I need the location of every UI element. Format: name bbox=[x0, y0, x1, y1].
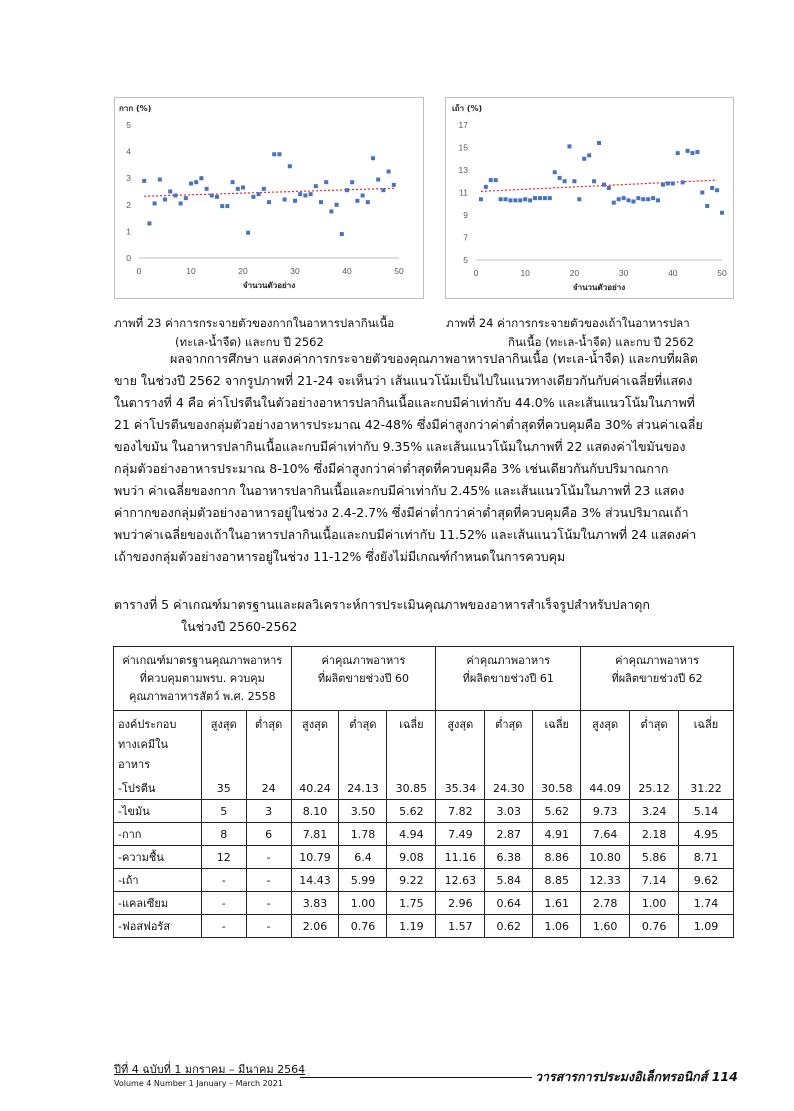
body-line-7: พบว่า ค่าเฉลี่ยของกาก ในอาหารปลากินเนื้อและกบมีค่าเท่ากับ 2.45% และเส้นแนวโน้มในภาพที่ 23 แสดง bbox=[114, 483, 685, 498]
table-5 bbox=[113, 646, 734, 938]
table-row bbox=[114, 915, 734, 938]
header-62-min: ต่ำสุด bbox=[630, 711, 679, 778]
header-year-62: ค่าคุณภาพอาหาร ที่ผลิตขายช่วงปี 62 bbox=[581, 647, 734, 711]
y-tick-label: 17 bbox=[458, 120, 468, 130]
data-point bbox=[225, 204, 229, 208]
table-cell: - bbox=[201, 869, 246, 892]
data-point bbox=[558, 176, 562, 180]
row-label: -ไขมัน bbox=[114, 800, 202, 823]
table-cell: 30.85 bbox=[387, 777, 436, 800]
data-point bbox=[567, 144, 571, 148]
x-tick-label: 0 bbox=[136, 266, 142, 276]
table-cell: - bbox=[246, 892, 291, 915]
row-label: -แคลเซียม bbox=[114, 892, 202, 915]
data-point bbox=[641, 197, 645, 201]
y-tick-label: 2 bbox=[126, 199, 131, 210]
data-point bbox=[376, 178, 380, 182]
data-point bbox=[676, 151, 680, 155]
table-cell: 35.34 bbox=[436, 777, 485, 800]
data-point bbox=[533, 196, 537, 200]
table-cell: 2.96 bbox=[436, 892, 485, 915]
chart-23-y-title: กาก (%) bbox=[119, 104, 152, 113]
data-point bbox=[607, 186, 611, 190]
data-point bbox=[199, 176, 203, 180]
data-point bbox=[666, 182, 670, 186]
data-point bbox=[543, 196, 547, 200]
table-body bbox=[114, 777, 734, 938]
table-cell: 6.4 bbox=[339, 846, 387, 869]
body-line-2: ขาย ในช่วงปี 2562 จากรูปภาพที่ 21-24 จะเห็นว่า เส้นแนวโน้มเป็นไปในแนวทางเดียวกันกับค่าเฉลี่ยที่แสดง bbox=[114, 373, 693, 388]
data-point bbox=[298, 192, 302, 196]
table-cell: 1.78 bbox=[339, 823, 387, 846]
table-cell: 11.16 bbox=[436, 846, 485, 869]
table-cell: 5.14 bbox=[679, 800, 734, 823]
table-cell: - bbox=[246, 869, 291, 892]
data-point bbox=[272, 152, 276, 156]
figure-24-caption-line1: ภาพที่ 24 ค่าการกระจายตัวของเถ้าในอาหารปลา bbox=[446, 316, 690, 330]
table-cell: - bbox=[201, 915, 246, 938]
figure-23-caption-line2: (ทะเล-น้ำจืด) และกบ ปี 2562 bbox=[175, 335, 324, 349]
x-tick-label: 40 bbox=[668, 268, 678, 278]
header-component: องค์ประกอบ ทางเคมีใน อาหาร bbox=[114, 711, 202, 778]
data-point bbox=[267, 200, 271, 204]
row-label: -ความชื้น bbox=[114, 846, 202, 869]
table-cell: 5.62 bbox=[533, 800, 581, 823]
data-point bbox=[686, 149, 690, 153]
chart-23-plot bbox=[115, 98, 423, 298]
data-point bbox=[283, 197, 287, 201]
x-axis-title: จำนวนตัวอย่าง bbox=[572, 283, 626, 292]
data-point bbox=[631, 200, 635, 204]
data-point bbox=[309, 192, 313, 196]
table-cell: 7.81 bbox=[291, 823, 339, 846]
data-point bbox=[484, 185, 488, 189]
data-point bbox=[163, 197, 167, 201]
data-point bbox=[695, 150, 699, 154]
data-point bbox=[231, 180, 235, 184]
data-point bbox=[528, 198, 532, 202]
table-cell: 0.62 bbox=[485, 915, 533, 938]
x-tick-label: 10 bbox=[520, 268, 530, 278]
table-cell: 9.73 bbox=[581, 800, 630, 823]
row-label: -กาก bbox=[114, 823, 202, 846]
data-point bbox=[587, 153, 591, 157]
x-tick-label: 10 bbox=[186, 266, 196, 276]
data-point bbox=[548, 196, 552, 200]
trend-line bbox=[144, 188, 394, 196]
chart-figure-23 bbox=[114, 97, 424, 299]
data-point bbox=[277, 152, 281, 156]
data-point bbox=[194, 180, 198, 184]
table-cell: 14.43 bbox=[291, 869, 339, 892]
table-cell: 8.85 bbox=[533, 869, 581, 892]
header-std-min: ต่ำสุด bbox=[246, 711, 291, 778]
data-point bbox=[153, 201, 157, 205]
body-line-4: 21 ค่าโปรตีนของกลุ่มตัวอย่างอาหารประมาณ 42-48% ซึ่งมีค่าสูงกว่าค่าต่ำสุดที่ควบคุมคือ 30% ส่วนค่าเฉลี่ย bbox=[114, 417, 703, 432]
table-cell: 12 bbox=[201, 846, 246, 869]
data-point bbox=[494, 178, 498, 182]
y-tick-label: 3 bbox=[126, 173, 131, 184]
y-tick-label: 1 bbox=[126, 226, 131, 237]
header-std-max: สูงสุด bbox=[201, 711, 246, 778]
header-61-avg: เฉลี่ย bbox=[533, 711, 581, 778]
row-label: -ฟอสฟอรัส bbox=[114, 915, 202, 938]
table-cell: 0.76 bbox=[339, 915, 387, 938]
table-cell: - bbox=[246, 915, 291, 938]
chart-24-plot bbox=[446, 98, 733, 298]
table-cell: 2.06 bbox=[291, 915, 339, 938]
data-point bbox=[371, 156, 375, 160]
data-point bbox=[147, 221, 151, 225]
header-62-avg: เฉลี่ย bbox=[679, 711, 734, 778]
data-point bbox=[499, 197, 503, 201]
data-point bbox=[513, 198, 517, 202]
y-tick-label: 0 bbox=[126, 253, 131, 263]
figure-23-caption bbox=[114, 314, 394, 352]
header-61-min: ต่ำสุด bbox=[485, 711, 533, 778]
table-cell: 1.00 bbox=[339, 892, 387, 915]
table-5-title-line2: ในช่วงปี 2560-2562 bbox=[181, 619, 298, 634]
data-point bbox=[690, 151, 694, 155]
data-point bbox=[538, 196, 542, 200]
table-cell: 10.79 bbox=[291, 846, 339, 869]
table-cell: 5 bbox=[201, 800, 246, 823]
table-row bbox=[114, 777, 734, 800]
footer-issue-english: Volume 4 Number 1 January – March 2021 bbox=[114, 1079, 283, 1088]
row-label: -โปรตีน bbox=[114, 777, 202, 800]
table-cell: 9.08 bbox=[387, 846, 436, 869]
data-point bbox=[715, 188, 719, 192]
data-point bbox=[705, 204, 709, 208]
table-cell: 3.24 bbox=[630, 800, 679, 823]
header-60-min: ต่ำสุด bbox=[339, 711, 387, 778]
data-point bbox=[612, 201, 616, 205]
table-cell: 12.33 bbox=[581, 869, 630, 892]
x-tick-label: 0 bbox=[473, 268, 479, 278]
table-cell: 5.62 bbox=[387, 800, 436, 823]
table-cell: 2.18 bbox=[630, 823, 679, 846]
body-line-9: พบว่าค่าเฉลี่ยของเถ้าในอาหารปลากินเนื้อและกบมีค่าเท่ากับ 11.52% และเส้นแนวโน้มในภาพที่ 24 แสดงค่า bbox=[114, 527, 697, 542]
data-point bbox=[350, 180, 354, 184]
table-header-row bbox=[114, 647, 734, 711]
data-point bbox=[355, 199, 359, 203]
data-point bbox=[563, 179, 567, 183]
data-point bbox=[656, 198, 660, 202]
table-row bbox=[114, 846, 734, 869]
data-point bbox=[251, 195, 255, 199]
data-point bbox=[577, 197, 581, 201]
table-cell: 4.94 bbox=[387, 823, 436, 846]
data-point bbox=[179, 201, 183, 205]
data-point bbox=[572, 179, 576, 183]
header-standard: ค่าเกณฑ์มาตรฐานคุณภาพอาหาร ที่ควบคุมตามพรบ. ควบคุม คุณภาพอาหารสัตว์ พ.ศ. 2558 bbox=[114, 647, 292, 711]
data-point bbox=[361, 193, 365, 197]
y-tick-label: 7 bbox=[463, 232, 468, 243]
table-cell: 0.64 bbox=[485, 892, 533, 915]
header-60-max: สูงสุด bbox=[291, 711, 339, 778]
data-point bbox=[340, 232, 344, 236]
data-point bbox=[387, 170, 391, 174]
table-row bbox=[114, 892, 734, 915]
table-cell: 3.50 bbox=[339, 800, 387, 823]
data-point bbox=[366, 200, 370, 204]
data-point bbox=[710, 186, 714, 190]
data-point bbox=[324, 180, 328, 184]
table-cell: 8.86 bbox=[533, 846, 581, 869]
table-cell: 4.91 bbox=[533, 823, 581, 846]
data-point bbox=[700, 191, 704, 195]
data-point bbox=[345, 188, 349, 192]
table-5-title-line1: ตารางที่ 5 ค่าเกณฑ์มาตรฐานและผลวิเคราะห์การประเมินคุณภาพของอาหารสำเร็จรูปสำหรับปลาดุก bbox=[114, 597, 650, 612]
table-cell: 4.95 bbox=[679, 823, 734, 846]
data-point bbox=[168, 190, 172, 194]
table-cell: 35 bbox=[201, 777, 246, 800]
x-axis-title: จำนวนตัวอย่าง bbox=[242, 281, 296, 290]
table-cell: 6.38 bbox=[485, 846, 533, 869]
header-60-avg: เฉลี่ย bbox=[387, 711, 436, 778]
table-cell: 7.49 bbox=[436, 823, 485, 846]
data-point bbox=[293, 199, 297, 203]
data-point bbox=[518, 198, 522, 202]
table-cell: 2.78 bbox=[581, 892, 630, 915]
table-cell: 24 bbox=[246, 777, 291, 800]
data-point bbox=[210, 193, 214, 197]
body-line-8: ค่ากากของกลุ่มตัวอย่างอาหารอยู่ในช่วง 2.4-2.7% ซึ่งมีค่าต่ำกว่าค่าต่ำสุดที่ควบคุมคือ 3% ส่วนปริมาณเถ้า bbox=[114, 505, 689, 520]
y-tick-label: 5 bbox=[463, 255, 468, 265]
table-cell: 8 bbox=[201, 823, 246, 846]
chart-figure-24 bbox=[445, 97, 734, 299]
table-cell: 1.60 bbox=[581, 915, 630, 938]
footer-issue-thai: ปีที่ 4 ฉบับที่ 1 มกราคม – มีนาคม 2564 bbox=[114, 1063, 306, 1076]
data-point bbox=[504, 197, 508, 201]
body-line-5: ของไขมัน ในอาหารปลากินเนื้อและกบมีค่าเท่ากับ 9.35% และเส้นแนวโน้มในภาพที่ 22 แสดงค่าไขมันของ bbox=[114, 439, 686, 454]
y-tick-label: 9 bbox=[463, 210, 468, 220]
x-tick-label: 20 bbox=[569, 268, 580, 278]
body-line-1: ผลจากการศึกษา แสดงค่าการกระจายตัวของคุณภาพอาหารปลากินเนื้อ (ทะเล-น้ำจืด) และกบที่ผลิต bbox=[170, 351, 698, 366]
x-tick-label: 50 bbox=[394, 266, 404, 276]
table-cell: 2.87 bbox=[485, 823, 533, 846]
table-cell: 3.03 bbox=[485, 800, 533, 823]
table-cell: 5.99 bbox=[339, 869, 387, 892]
table-cell: 24.13 bbox=[339, 777, 387, 800]
y-tick-label: 11 bbox=[459, 187, 468, 198]
table-row bbox=[114, 869, 734, 892]
table-cell: 10.80 bbox=[581, 846, 630, 869]
x-tick-label: 30 bbox=[618, 268, 629, 278]
y-tick-label: 15 bbox=[458, 142, 468, 153]
table-5-title bbox=[114, 594, 650, 638]
header-year-60: ค่าคุณภาพอาหาร ที่ผลิตขายช่วงปี 60 bbox=[291, 647, 436, 711]
table-cell: 1.09 bbox=[679, 915, 734, 938]
footer-issue bbox=[114, 1063, 305, 1091]
data-point bbox=[720, 211, 724, 215]
data-point bbox=[671, 182, 675, 186]
data-point bbox=[314, 184, 318, 188]
data-point bbox=[479, 197, 483, 201]
data-point bbox=[184, 196, 188, 200]
table-cell: 25.12 bbox=[630, 777, 679, 800]
data-point bbox=[189, 182, 193, 186]
data-point bbox=[205, 187, 209, 191]
table-cell: 1.75 bbox=[387, 892, 436, 915]
table-cell: 1.06 bbox=[533, 915, 581, 938]
table-row bbox=[114, 800, 734, 823]
data-point bbox=[681, 180, 685, 184]
data-point bbox=[220, 204, 224, 208]
data-point bbox=[142, 179, 146, 183]
y-tick-label: 5 bbox=[126, 120, 131, 130]
data-point bbox=[592, 179, 596, 183]
data-point bbox=[602, 183, 606, 187]
table-cell: 3 bbox=[246, 800, 291, 823]
table-cell: 6 bbox=[246, 823, 291, 846]
table-cell: 1.00 bbox=[630, 892, 679, 915]
data-point bbox=[622, 196, 626, 200]
footer-journal bbox=[535, 1067, 738, 1087]
table-cell: 5.86 bbox=[630, 846, 679, 869]
data-point bbox=[553, 170, 557, 174]
data-point bbox=[319, 200, 323, 204]
chart-24-y-title: เถ้า (%) bbox=[452, 104, 483, 113]
table-cell: 8.10 bbox=[291, 800, 339, 823]
data-point bbox=[381, 188, 385, 192]
table-cell: 0.76 bbox=[630, 915, 679, 938]
data-point bbox=[646, 197, 650, 201]
data-point bbox=[246, 231, 250, 235]
data-point bbox=[329, 209, 333, 213]
x-tick-label: 50 bbox=[717, 268, 727, 278]
table-cell: 3.83 bbox=[291, 892, 339, 915]
table-cell: 7.14 bbox=[630, 869, 679, 892]
footer-journal-name: วารสารการประมงอิเล็กทรอนิกส์ bbox=[535, 1069, 708, 1084]
data-point bbox=[392, 183, 396, 187]
table-cell: 7.82 bbox=[436, 800, 485, 823]
data-point bbox=[236, 187, 240, 191]
data-point bbox=[489, 178, 493, 182]
data-point bbox=[627, 198, 631, 202]
data-point bbox=[582, 157, 586, 161]
data-point bbox=[262, 187, 266, 191]
table-cell: - bbox=[246, 846, 291, 869]
figure-24-caption bbox=[446, 314, 736, 352]
x-tick-label: 20 bbox=[238, 266, 248, 276]
table-cell: 8.71 bbox=[679, 846, 734, 869]
table-cell: 9.62 bbox=[679, 869, 734, 892]
body-line-6: กลุ่มตัวอย่างอาหารประมาณ 8-10% ซึ่งมีค่าสูงกว่าค่าต่ำสุดที่ควบคุมคือ 3% เช่นเดียวกันกับปริมาณกาก bbox=[114, 461, 669, 476]
table-cell: - bbox=[201, 892, 246, 915]
footer-page-number: 114 bbox=[711, 1069, 738, 1084]
data-point bbox=[158, 178, 162, 182]
data-point bbox=[617, 197, 621, 201]
x-tick-label: 30 bbox=[290, 266, 300, 276]
data-point bbox=[241, 186, 245, 190]
figure-23-caption-line1: ภาพที่ 23 ค่าการกระจายตัวของกากในอาหารปลากินเนื้อ bbox=[114, 316, 395, 330]
y-tick-label: 4 bbox=[126, 146, 131, 157]
header-year-61: ค่าคุณภาพอาหาร ที่ผลิตขายช่วงปี 61 bbox=[436, 647, 581, 711]
data-point bbox=[215, 195, 219, 199]
data-point bbox=[651, 196, 655, 200]
figure-24-caption-line2: กินเนื้อ (ทะเล-น้ำจืด) และกบ ปี 2562 bbox=[508, 335, 694, 349]
data-point bbox=[636, 196, 640, 200]
body-line-10: เถ้าของกลุ่มตัวอย่างอาหารอยู่ในช่วง 11-12% ซึ่งยังไม่มีเกณฑ์กำหนดในการควบคุม bbox=[114, 549, 566, 564]
data-point bbox=[173, 193, 177, 197]
table-cell: 1.61 bbox=[533, 892, 581, 915]
table-cell: 44.09 bbox=[581, 777, 630, 800]
table-cell: 1.74 bbox=[679, 892, 734, 915]
table-cell: 5.84 bbox=[485, 869, 533, 892]
table-cell: 31.22 bbox=[679, 777, 734, 800]
table-cell: 40.24 bbox=[291, 777, 339, 800]
table-row bbox=[114, 823, 734, 846]
data-point bbox=[288, 164, 292, 168]
data-point bbox=[523, 197, 527, 201]
table-cell: 9.22 bbox=[387, 869, 436, 892]
table-cell: 7.64 bbox=[581, 823, 630, 846]
header-61-max: สูงสุด bbox=[436, 711, 485, 778]
data-point bbox=[597, 141, 601, 145]
x-tick-label: 40 bbox=[342, 266, 352, 276]
data-point bbox=[257, 192, 261, 196]
data-point bbox=[508, 198, 512, 202]
row-label: -เถ้า bbox=[114, 869, 202, 892]
body-line-3: ในตารางที่ 4 คือ ค่าโปรตีนในตัวอย่างอาหารปลากินเนื้อและกบมีค่าเท่ากับ 44.0% และเส้นแนวโน้มในภาพที่ bbox=[114, 395, 695, 410]
data-point bbox=[303, 193, 307, 197]
footer-divider bbox=[300, 1077, 532, 1078]
header-62-max: สูงสุด bbox=[581, 711, 630, 778]
table-subheader-row bbox=[114, 711, 734, 778]
table-cell: 30.58 bbox=[533, 777, 581, 800]
data-point bbox=[335, 203, 339, 207]
data-point bbox=[661, 183, 665, 187]
results-paragraph bbox=[114, 348, 734, 568]
table-cell: 24.30 bbox=[485, 777, 533, 800]
table-cell: 1.19 bbox=[387, 915, 436, 938]
table-cell: 1.57 bbox=[436, 915, 485, 938]
y-tick-label: 13 bbox=[458, 165, 468, 175]
table-cell: 12.63 bbox=[436, 869, 485, 892]
